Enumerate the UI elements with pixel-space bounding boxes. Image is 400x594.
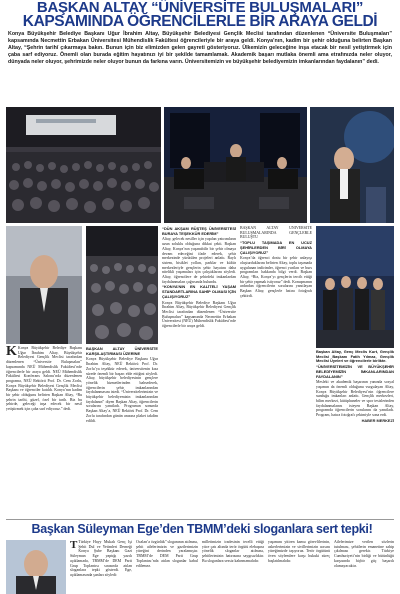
article2-dropcap: T bbox=[70, 540, 78, 551]
photo-suleyman-ege bbox=[6, 540, 66, 594]
photo-stage-speaker bbox=[164, 107, 307, 223]
photo-lecture-hall bbox=[6, 107, 161, 223]
article1-col5-text: Mesleki ve akademik başarının yanında sosyal yaşamın da önemli olduğunu vurgulayan Altay, Konya Büyükşehir Belediyesi’nin öğrencilere sunduğu imkanları anlattı. Gençlik merkezleri, bilim merkezi, kütüphaneler ve spor tesislerinden faydalanmalarını isteyen Başkan Altay, programda öğrencilerin sorularını da yanıtladı. Program, hatıra fotoğrafı çekimiyle sona erdi. bbox=[316, 380, 394, 418]
article1-col4-text-a: BAŞKAN ALTAY ÜNİVERSİTE BULUŞMALARINDA GENÇLERLE BULUŞTU bbox=[240, 226, 312, 240]
article1-col2-text: Konya Büyükşehir Belediye Başkanı Uğur İbrahim Altay, NEÜ Rektörü Prof. Dr. Zorlu’ya teşekkür ederek, üniversitenin kısa sürede önemli bir başarı elde ettiğini söyledi. Altay, büyükşehir belediyesinin gençlere yönelik hizmetlerinden bahsederek, öğrencilerin şehir imkanlarından faydalanmasını istedi. “Üniversitelerimizin ve büyükşehir belediyemizin imkanlarından faydalanın” diyen Başkan Altay, öğrencilerin sorularını yanıtladı. Programın sonunda Başkan Altay’a, NEÜ Rektörü Prof. Dr. Cem Zorlu tarafından günün anısına plaket takdim edildi. bbox=[86, 357, 158, 423]
article1-col3 bbox=[162, 226, 236, 514]
article2-col1 bbox=[70, 540, 132, 594]
article1-col2-subhead: BAŞKAN ALTAY ÜNİVERSİTE KARŞILAŞTIRMASI ÜZERİNE bbox=[86, 346, 158, 356]
article1-headline-line1: BAŞKAN ALTAY “ÜNİVERSİTE BULUŞMALARI” bbox=[36, 0, 364, 16]
photo-group bbox=[316, 226, 394, 348]
article1-col2 bbox=[86, 346, 158, 514]
photo-speaker-right bbox=[310, 107, 394, 223]
article1-col4-subhead: “TOPLU TAŞIMADA EN UCUZ ŞEHİRLERDEN BİRİ OLMAYA ÇALIŞIYORUZ” bbox=[240, 240, 312, 255]
photo-students bbox=[86, 226, 158, 344]
article2-col4-text: yaşamını yitiren kamu görevlilerinin, askerlerimizin ve sivillerimizin acısını yüreğimizde taşıyoruz. Terör örgütünü öven söylemlere karşı hukuki süreç başlatılmalıdır. bbox=[268, 540, 330, 563]
article1-col3-subhead1: “DÜN AKŞAM RÜŞTEŞ ÜNİVERSİTESİ BURAYA TEŞEKKÜR EDERİM” bbox=[162, 226, 236, 236]
article1-col4-text: Konya’da öğrenci dostu bir şehir anlayışı oluşturduklarını belirten Altay, toplu taşımada uygulanan indirimler, öğrenci yurtları ve burs programları hakkında bilgi verdi. Başkan Altay, “Biz, Konya’yı gençlerin tercih ettiği bir şehir yapmak istiyoruz” dedi. Konuşmanın ardından öğrencilerin sorularını yanıtlayan Başkan Altay, gençlerle hatıra fotoğrafı çektirdi. bbox=[240, 256, 312, 298]
article1-col3-subhead2: “KONYA’NIN EN KALİTELİ YAŞAM STANDARTLARINA SAHİP OLMASI İÇİN ÇALIŞIYORUZ” bbox=[162, 284, 236, 299]
article2-col4 bbox=[268, 540, 330, 594]
dropcap: K bbox=[6, 346, 17, 359]
article1-headline-line2: KAPSAMINDA ÖĞRENCİLERLE BİR ARAYA GELDİ bbox=[22, 13, 378, 30]
article2-col5 bbox=[334, 540, 394, 594]
article1-lead: Konya Büyükşehir Belediye Başkanı Uğur İbrahim Altay, Büyükşehir Belediyesi Gençlik Meclisi tarafından düzenlenen “Üniversite Buluşmaları” kapsamında Necmettin Erbakan Üniversitesi Mühendislik Fakültesi öğrencileriyle bir araya geldi. Konya’nın, kadim bir şehir olduğuna belirten Başkan Altay, “Şehrin tarihî çıkarmaya bakın. Bunun için biz elimizden gelen gayreti gösteriyoruz. Ülkemizin geleceğine inşa etacak bir nesil yetiştirmek için çaba sarf ediyoruz. Önemli olan burada eğitim hayatınızı iyi bir şekilde tamamlamak. Akademik başarı mutlaka önemli ama etrafınızda neler oluyor, dünyada neler oluyor, şehrimizde neler oluyor bunun da farkına varın. Üniversitemizin ve büyükşehir belediyemizin imkanlarından faydalanın” dedi. bbox=[8, 31, 392, 65]
article1-col4 bbox=[240, 226, 312, 514]
article1-col5 bbox=[316, 350, 394, 516]
article2-col3-text: milletimizin iradesinin tecelli ettiği yüce çatı altında terör örgütü elebaşına yönelik sloganlar atılması, şehitlerimizin hatırasına saygısızlıktır. Bu sloganlara sessiz kalınmamalıdır. bbox=[202, 540, 264, 563]
article2-headline: Başkan Süleyman Ege’den TBMM’deki sloganlara sert tepki! bbox=[31, 522, 373, 536]
article1-col3-text: Altay, gelecek nesiller için yapılan yatırımların uzun soluklu olduğuna dikkat çekti. Başkan Altay, Konya’nın yaşanabilir bir şehir olmaya devam edeceğini ifade ederek, şehir merkezinde yürütülen projeleri anlattı. Raylı sistem, bisiklet yolları, parklar ve kültür merkezleriyle gençlerin şehir hayatını daha nitelikli yaşamaları için çalıştıklarını söyledi. Altay, öğrencilere de şehirdeki imkanlardan faydalanmaları çağrısında bulundu. bbox=[162, 237, 236, 284]
article1-col1-text: Konya Büyükşehir Belediye Başkanı Uğur İbrahim Altay, Büyükşehir Belediyesi Gençlik Meclisi tarafından düzenlenen “Üniversite Buluşmaları” kapsamında NEÜ Mühendislik Fakültesi’nde öğrencilerle bir araya geldi. NEÜ Mühendislik Fakültesi Konferans Salonu’nda düzenlenen programa, NEÜ Rektörü Prof. Dr. Cem Zorlu, Konya Büyükşehir Belediyesi Gençlik Meclisi Başkanı ve öğrenciler katıldı. Konya’nın kadim bir şehir olduğunu belirten Başkan Altay, “Bu şehrin tarihi, güzel, özel bir tarih. Biz bu şehirde, geleceği inşa edecek bir nesil yetiştirmek için çaba sarf ediyoruz.” dedi. bbox=[6, 346, 82, 412]
article2-col5-text: Ailelerimize verilen sözlerin tutulması, şehitlerin emanetine sahip çıkılması gerekir. Türkiye Cumhuriyeti’nin birliği ve bütünlüğü karşısında hiçbir güç başarılı olamayacaktır. bbox=[334, 540, 394, 568]
article1-col5-caption: Başkan Altay, Genç Meclis Kurt, Gençlik Meclisi Başkanı Fatih Yılmaz, Gençlik Meclisi Üyeleri ve öğrencilerle birlikte. bbox=[316, 350, 394, 364]
article2-col2-text: Öcalan’a özgürlük” sloganının atılması, şehit ailelerimizin ve gazilerimizin yüreğini derinden yaralamıştır. TBMM’de DEM Parti Grup Toplantısı’nda atılan sloganlar kabul edilemez. bbox=[136, 540, 198, 568]
article2-col1-text: Türkiye Hayy Mukalı Genç İşi Şehit Dul ve Yetimleri Derneği Konya Şube Başkanı Gazi Süleyman Ege yaptığı yazılı açıklamada, TBMM’de DEM Parti Grup Toplantısı sırasında atılan sloganlara tepki gösterdi. Ege, açıklamasında şunları söyledi: bbox=[70, 540, 132, 577]
photo-portrait-small bbox=[6, 226, 82, 344]
article1-col1 bbox=[6, 346, 82, 514]
article-divider bbox=[6, 519, 394, 520]
article1-signature: HABER MERKEZİ bbox=[361, 417, 394, 423]
article2-col2 bbox=[136, 540, 198, 594]
article1-col3-text-b: Konya Büyükşehir Belediye Başkanı Uğur İbrahim Altay, Büyükşehir Belediyesi Gençlik Meclisi tarafından düzenlenen “Üniversite Buluşmaları” kapsamında Necmettin Erbakan Üniversitesi (NEÜ) Mühendislik Fakültesi’nde öğrencilerle bir araya geldi. bbox=[162, 300, 236, 329]
article1-col5-subhead: “ÜNİVERSİTEMİZİN VE BÜYÜKŞEHİR BELEDİYEMİZİN İMKANLARINDAN FAYDALANIN” bbox=[316, 364, 394, 379]
article2-col3 bbox=[202, 540, 264, 594]
